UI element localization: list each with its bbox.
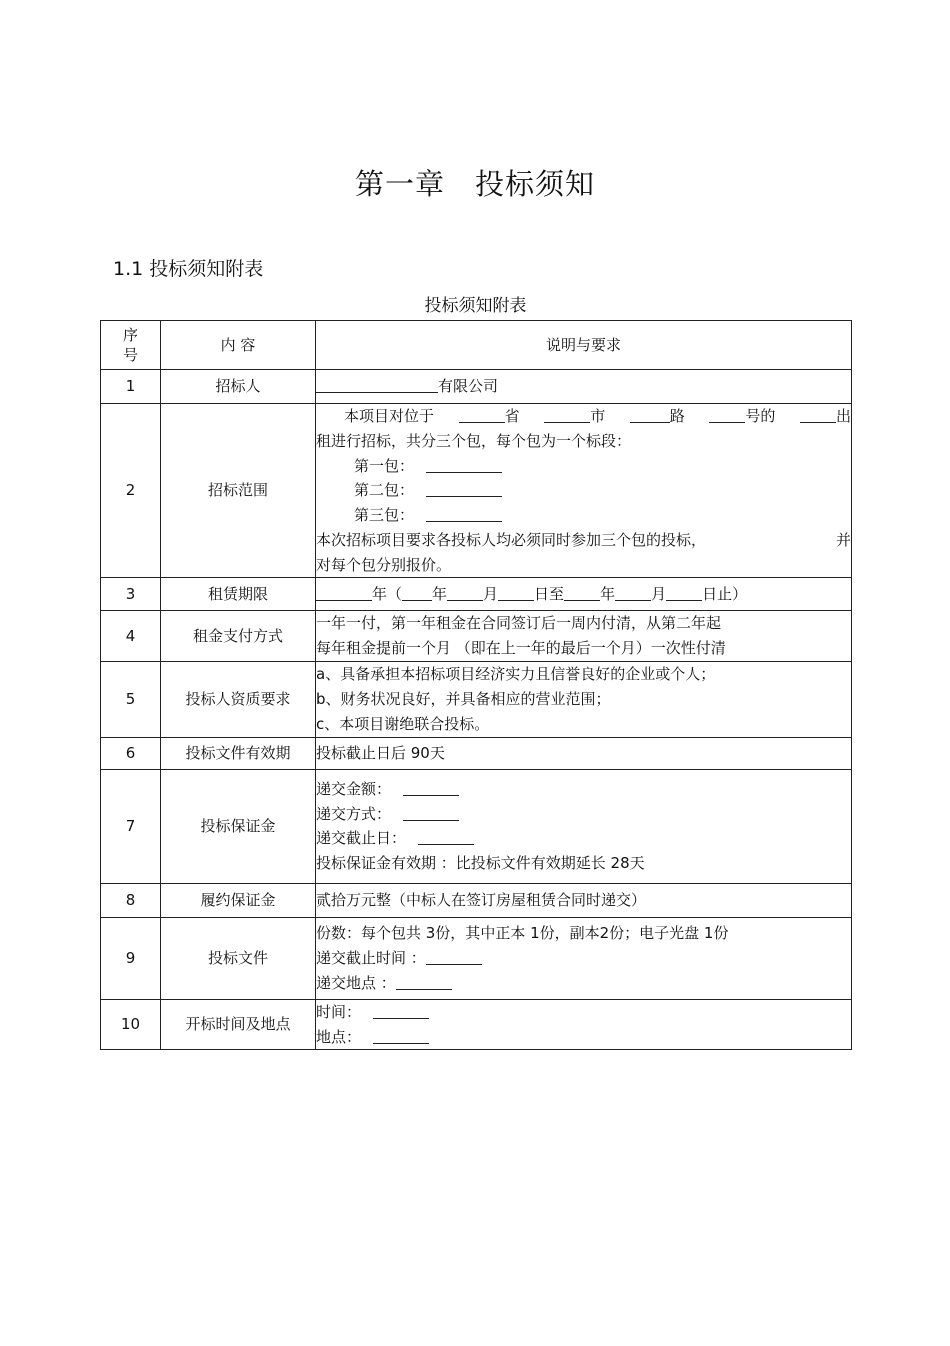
desc-line: 租进行招标，共分三个包，每个包为一个标段： [316,431,632,450]
blank-line [426,481,502,497]
section-heading: 1.1 投标须知附表 [113,258,264,280]
desc-text: 月 [483,584,499,603]
desc-line: 每年租金提前一个月 （即在上一年的最后一个月）一次性付清 [316,639,726,657]
desc-text: 年（ [372,584,403,603]
row-number: 4 [101,611,161,662]
table-row [101,917,852,999]
table-row [101,769,852,883]
desc-line [316,802,851,827]
blank-line [373,1028,429,1044]
desc-text: 年 [432,584,448,603]
desc-text: 时间： [316,1002,362,1021]
row-number: 10 [101,999,161,1050]
blank-line [666,585,702,601]
row-item: 投标文件 [161,917,316,999]
row-number: 5 [101,661,161,737]
desc-text: 递交截止时间 ： [316,948,426,967]
desc-line: a、具备承担本招标项目经济实力且信誉良好的企业或个人； [316,665,716,684]
header-no-text: 序号 [122,325,138,364]
desc-text: 出 [835,407,851,425]
table-row [101,611,852,662]
desc-line [316,503,851,528]
row-desc [316,737,852,769]
desc-text: 市 [590,407,606,425]
row-item: 招标范围 [161,404,316,578]
row-number: 3 [101,578,161,611]
blank-line [564,585,600,601]
blank-line [403,780,459,796]
desc-text: 有限公司 [438,377,499,396]
chapter-title: 第一章 投标须知 [354,167,595,201]
row-desc [316,611,852,662]
desc-text: 日止） [702,584,748,603]
desc-line: 份数：每个包共 3份，其中正本 1份，副本2份；电子光盘 1份 [316,924,729,943]
table-row [101,999,852,1050]
desc-line [316,1000,851,1025]
blank-line [426,949,482,965]
header-item: 内 容 [161,321,316,370]
row-desc [316,769,852,883]
desc-text: 递交截止日： [316,829,407,848]
desc-text: 递交地点 ： [316,973,396,992]
desc-line: 一年一付，第一年租金在合同签订后一周内付清，从第二年起 [316,614,722,633]
desc-text: 并 [835,530,851,549]
blank-line [459,407,505,423]
row-item: 投标人资质要求 [161,661,316,737]
table-row [101,578,852,611]
blank-line [403,805,459,821]
row-desc [316,999,852,1050]
blank-line [426,457,502,473]
desc-text: 第二包： [354,481,415,500]
row-number: 1 [101,370,161,404]
table-caption: 投标须知附表 [424,296,527,316]
blank-line [498,585,534,601]
desc-line [316,1025,851,1050]
row-item: 租赁期限 [161,578,316,611]
row-desc [316,883,852,917]
desc-text: 递交方式： [316,804,392,823]
desc-text: 省 [504,407,520,425]
table-row [101,661,852,737]
desc-text: 年 [600,584,616,603]
desc-text: 第三包： [354,506,415,524]
row-item: 投标文件有效期 [161,737,316,769]
row-number: 8 [101,883,161,917]
desc-line: 投标截止日后 90天 [316,743,445,762]
blank-line [402,585,432,601]
blank-line [418,829,474,845]
desc-line [316,404,851,429]
desc-line [316,971,851,996]
desc-line [316,582,851,607]
desc-text: 日至 [534,584,565,603]
desc-text: 路 [669,407,685,425]
desc-line [316,826,851,851]
desc-line: 贰拾万元整（中标人在签订房屋租赁合同时递交） [316,890,647,909]
blank-line [544,407,590,423]
desc-line: c、本项目谢绝联合投标。 [316,714,490,733]
desc-text: 月 [651,584,667,603]
row-number: 6 [101,737,161,769]
row-number: 7 [101,769,161,883]
desc-text: 本项目对位于 [344,407,435,425]
row-item: 招标人 [161,370,316,404]
row-desc [316,370,852,404]
row-desc [316,661,852,737]
desc-text: 号的 [745,407,776,425]
blank-line [615,585,651,601]
row-item: 履约保证金 [161,883,316,917]
row-desc [316,578,852,611]
desc-line [316,777,851,802]
row-item: 投标保证金 [161,769,316,883]
desc-line: b、财务状况良好，并具备相应的营业范围； [316,689,611,708]
table-header-row [101,321,852,370]
row-item: 开标时间及地点 [161,999,316,1050]
header-no [101,321,161,370]
notice-table [100,320,852,1050]
blank-line [373,1003,429,1019]
row-desc [316,917,852,999]
desc-line [316,528,851,553]
blank-line [316,585,372,601]
desc-line [316,946,851,971]
blank-line [447,585,483,601]
desc-text: 本次招标项目要求各投标人均必须同时参加三个包的投标， [316,530,707,549]
desc-text: 递交金额： [316,779,392,798]
blank-line [709,407,745,423]
blank-line [426,506,502,522]
row-number: 9 [101,917,161,999]
blank-line [316,377,438,393]
blank-line [800,407,836,423]
desc-line [316,478,851,503]
blank-line [630,407,670,423]
row-item: 租金支付方式 [161,611,316,662]
table-row [101,883,852,917]
table-row [101,404,852,578]
desc-line: 对每个包分别报价。 [316,555,452,574]
desc-text: 地点： [316,1027,362,1046]
row-number: 2 [101,404,161,578]
desc-line: 投标保证金有效期 ：比投标文件有效期延长 28天 [316,854,645,872]
blank-line [396,974,452,990]
desc-line [316,454,851,479]
row-desc [316,404,852,578]
desc-text: 第一包： [354,456,415,475]
header-desc: 说明与要求 [316,321,852,370]
table-row [101,370,852,404]
table-row [101,737,852,769]
